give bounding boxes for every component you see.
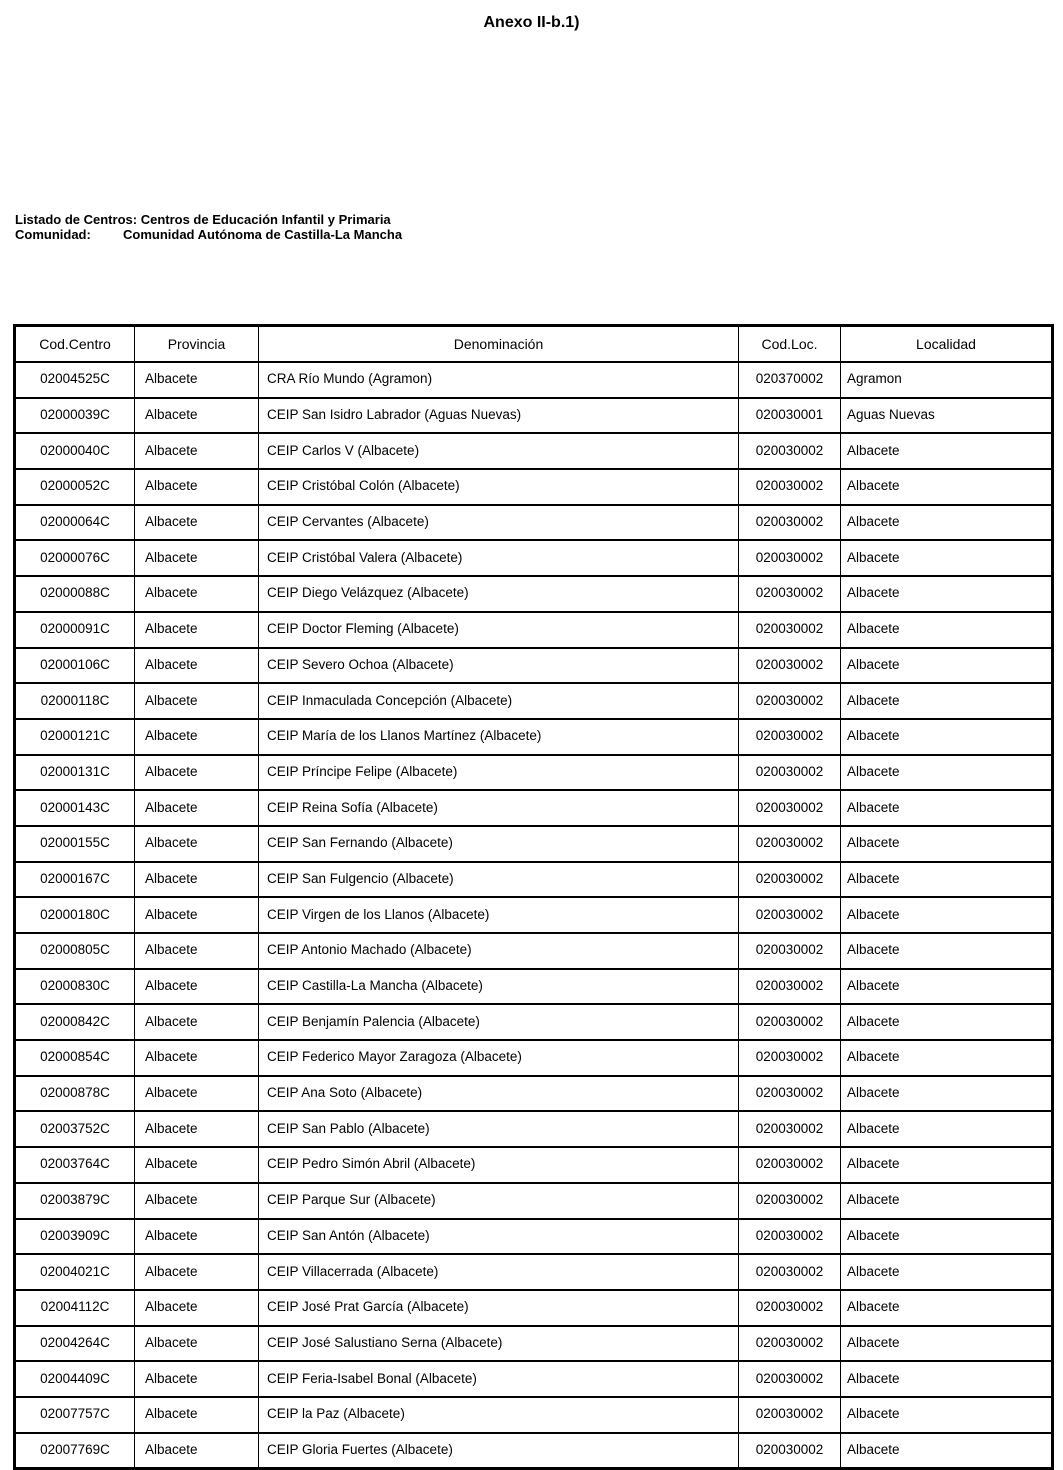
- cell-localidad: Albacete: [841, 612, 1053, 648]
- column-header-cod-centro: Cod.Centro: [15, 326, 135, 363]
- table-row: [15, 1397, 1053, 1433]
- cell-localidad: Albacete: [841, 969, 1053, 1005]
- cell-cod-loc: 020030002: [739, 576, 841, 612]
- cell-localidad: Albacete: [841, 540, 1053, 576]
- cell-denominacion: CEIP María de los Llanos Martínez (Albacete): [259, 719, 739, 755]
- cell-cod-loc: 020030002: [739, 790, 841, 826]
- cell-provincia: Albacete: [135, 897, 259, 933]
- cell-provincia: Albacete: [135, 433, 259, 469]
- cell-cod-centro: 02000131C: [15, 755, 135, 791]
- cell-cod-centro: 02000064C: [15, 505, 135, 541]
- cell-cod-centro: 02003879C: [15, 1183, 135, 1219]
- cell-cod-centro: 02007769C: [15, 1433, 135, 1469]
- cell-cod-loc: 020030002: [739, 1076, 841, 1112]
- cell-localidad: Albacete: [841, 576, 1053, 612]
- meta-listado-value: Centros de Educación Infantil y Primaria: [140, 212, 391, 227]
- cell-cod-loc: 020030002: [739, 1290, 841, 1326]
- cell-localidad: Albacete: [841, 1040, 1053, 1076]
- cell-cod-loc: 020030002: [739, 897, 841, 933]
- cell-cod-loc: 020030002: [739, 933, 841, 969]
- table-row: [15, 398, 1053, 434]
- cell-localidad: Albacete: [841, 790, 1053, 826]
- table-row: [15, 648, 1053, 684]
- table-row: [15, 933, 1053, 969]
- table-row: [15, 576, 1053, 612]
- cell-cod-centro: 02000180C: [15, 897, 135, 933]
- cell-cod-centro: 02004112C: [15, 1290, 135, 1326]
- meta-listado-line: [15, 213, 402, 228]
- cell-provincia: Albacete: [135, 469, 259, 505]
- table-row: [15, 1254, 1053, 1290]
- table-row: [15, 790, 1053, 826]
- table-row: [15, 683, 1053, 719]
- cell-localidad: Albacete: [841, 683, 1053, 719]
- cell-denominacion: CEIP San Fulgencio (Albacete): [259, 862, 739, 898]
- cell-cod-loc: 020030002: [739, 826, 841, 862]
- cell-cod-loc: 020030001: [739, 398, 841, 434]
- table-row: [15, 469, 1053, 505]
- cell-denominacion: CEIP la Paz (Albacete): [259, 1397, 739, 1433]
- cell-cod-loc: 020030002: [739, 1147, 841, 1183]
- cell-localidad: Albacete: [841, 862, 1053, 898]
- cell-denominacion: CEIP Doctor Fleming (Albacete): [259, 612, 739, 648]
- cell-cod-centro: 02000088C: [15, 576, 135, 612]
- cell-denominacion: CEIP Villacerrada (Albacete): [259, 1254, 739, 1290]
- cell-cod-centro: 02004021C: [15, 1254, 135, 1290]
- cell-provincia: Albacete: [135, 612, 259, 648]
- table-row: [15, 969, 1053, 1005]
- cell-localidad: Albacete: [841, 897, 1053, 933]
- cell-provincia: Albacete: [135, 933, 259, 969]
- cell-denominacion: CEIP Feria-Isabel Bonal (Albacete): [259, 1361, 739, 1397]
- cell-denominacion: CEIP Reina Sofía (Albacete): [259, 790, 739, 826]
- cell-localidad: Albacete: [841, 1147, 1053, 1183]
- cell-localidad: Albacete: [841, 469, 1053, 505]
- cell-denominacion: CEIP Pedro Simón Abril (Albacete): [259, 1147, 739, 1183]
- cell-provincia: Albacete: [135, 505, 259, 541]
- cell-cod-centro: 02000106C: [15, 648, 135, 684]
- cell-provincia: Albacete: [135, 1433, 259, 1469]
- cell-provincia: Albacete: [135, 540, 259, 576]
- cell-cod-centro: 02000039C: [15, 398, 135, 434]
- meta-listado-label: Listado de Centros:: [15, 212, 138, 227]
- cell-localidad: Albacete: [841, 1433, 1053, 1469]
- cell-cod-centro: 02004264C: [15, 1326, 135, 1362]
- cell-provincia: Albacete: [135, 683, 259, 719]
- cell-provincia: Albacete: [135, 576, 259, 612]
- cell-denominacion: CEIP Gloria Fuertes (Albacete): [259, 1433, 739, 1469]
- cell-cod-centro: 02000830C: [15, 969, 135, 1005]
- cell-cod-centro: 02000076C: [15, 540, 135, 576]
- centers-table: [13, 324, 1054, 1470]
- cell-cod-loc: 020030002: [739, 433, 841, 469]
- cell-denominacion: CEIP Virgen de los Llanos (Albacete): [259, 897, 739, 933]
- cell-cod-loc: 020030002: [739, 755, 841, 791]
- cell-cod-centro: 02000854C: [15, 1040, 135, 1076]
- meta-comunidad-line: [15, 228, 402, 243]
- cell-provincia: Albacete: [135, 1076, 259, 1112]
- cell-cod-loc: 020030002: [739, 469, 841, 505]
- cell-provincia: Albacete: [135, 1040, 259, 1076]
- cell-cod-loc: 020030002: [739, 505, 841, 541]
- cell-cod-loc: 020030002: [739, 612, 841, 648]
- cell-cod-loc: 020030002: [739, 683, 841, 719]
- cell-provincia: Albacete: [135, 862, 259, 898]
- cell-localidad: Albacete: [841, 1111, 1053, 1147]
- table-row: [15, 1076, 1053, 1112]
- cell-denominacion: CEIP Cristóbal Colón (Albacete): [259, 469, 739, 505]
- cell-localidad: Albacete: [841, 1361, 1053, 1397]
- cell-localidad: Albacete: [841, 648, 1053, 684]
- table-row: [15, 1040, 1053, 1076]
- cell-cod-loc: 020030002: [739, 648, 841, 684]
- cell-cod-loc: 020030002: [739, 1326, 841, 1362]
- table-row: [15, 862, 1053, 898]
- cell-denominacion: CEIP Inmaculada Concepción (Albacete): [259, 683, 739, 719]
- table-row: [15, 505, 1053, 541]
- cell-provincia: Albacete: [135, 969, 259, 1005]
- cell-cod-centro: 02000118C: [15, 683, 135, 719]
- cell-cod-centro: 02000167C: [15, 862, 135, 898]
- cell-cod-loc: 020030002: [739, 1111, 841, 1147]
- table-row: [15, 612, 1053, 648]
- cell-denominacion: CEIP San Isidro Labrador (Aguas Nuevas): [259, 398, 739, 434]
- cell-localidad: Agramon: [841, 362, 1053, 398]
- column-header-denominacion: Denominación: [259, 326, 739, 363]
- report-meta: [15, 213, 402, 242]
- cell-provincia: Albacete: [135, 755, 259, 791]
- cell-provincia: Albacete: [135, 1397, 259, 1433]
- table-row: [15, 1004, 1053, 1040]
- cell-cod-centro: 02000842C: [15, 1004, 135, 1040]
- cell-cod-centro: 02000091C: [15, 612, 135, 648]
- cell-denominacion: CRA Río Mundo (Agramon): [259, 362, 739, 398]
- table-row: [15, 897, 1053, 933]
- table-row: [15, 1361, 1053, 1397]
- cell-localidad: Albacete: [841, 933, 1053, 969]
- cell-denominacion: CEIP José Salustiano Serna (Albacete): [259, 1326, 739, 1362]
- cell-cod-centro: 02000121C: [15, 719, 135, 755]
- cell-cod-loc: 020030002: [739, 969, 841, 1005]
- cell-cod-centro: 02000052C: [15, 469, 135, 505]
- cell-denominacion: CEIP Castilla-La Mancha (Albacete): [259, 969, 739, 1005]
- cell-cod-centro: 02000143C: [15, 790, 135, 826]
- cell-denominacion: CEIP Cervantes (Albacete): [259, 505, 739, 541]
- cell-cod-loc: 020370002: [739, 362, 841, 398]
- cell-cod-centro: 02003764C: [15, 1147, 135, 1183]
- cell-provincia: Albacete: [135, 1290, 259, 1326]
- cell-localidad: Albacete: [841, 505, 1053, 541]
- cell-cod-centro: 02004525C: [15, 362, 135, 398]
- cell-denominacion: CEIP San Antón (Albacete): [259, 1219, 739, 1255]
- cell-cod-centro: 02003909C: [15, 1219, 135, 1255]
- cell-cod-loc: 020030002: [739, 1183, 841, 1219]
- cell-provincia: Albacete: [135, 1111, 259, 1147]
- cell-cod-loc: 020030002: [739, 1040, 841, 1076]
- cell-denominacion: CEIP Diego Velázquez (Albacete): [259, 576, 739, 612]
- cell-cod-centro: 02004409C: [15, 1361, 135, 1397]
- cell-provincia: Albacete: [135, 362, 259, 398]
- table-row: [15, 1433, 1053, 1469]
- cell-cod-loc: 020030002: [739, 1433, 841, 1469]
- cell-denominacion: CEIP Príncipe Felipe (Albacete): [259, 755, 739, 791]
- cell-cod-centro: 02000040C: [15, 433, 135, 469]
- cell-cod-loc: 020030002: [739, 1361, 841, 1397]
- table-body: [15, 362, 1053, 1469]
- table-row: [15, 1147, 1053, 1183]
- cell-provincia: Albacete: [135, 790, 259, 826]
- cell-localidad: Albacete: [841, 1004, 1053, 1040]
- table-row: [15, 719, 1053, 755]
- cell-cod-loc: 020030002: [739, 1219, 841, 1255]
- cell-localidad: Albacete: [841, 1076, 1053, 1112]
- cell-localidad: Aguas Nuevas: [841, 398, 1053, 434]
- table-row: [15, 433, 1053, 469]
- cell-localidad: Albacete: [841, 433, 1053, 469]
- cell-cod-loc: 020030002: [739, 540, 841, 576]
- cell-localidad: Albacete: [841, 1183, 1053, 1219]
- cell-denominacion: CEIP Severo Ochoa (Albacete): [259, 648, 739, 684]
- cell-provincia: Albacete: [135, 1361, 259, 1397]
- cell-denominacion: CEIP Federico Mayor Zaragoza (Albacete): [259, 1040, 739, 1076]
- cell-denominacion: CEIP José Prat García (Albacete): [259, 1290, 739, 1326]
- cell-cod-centro: 02000878C: [15, 1076, 135, 1112]
- cell-localidad: Albacete: [841, 1397, 1053, 1433]
- table-row: [15, 1219, 1053, 1255]
- table-row: [15, 1183, 1053, 1219]
- cell-denominacion: CEIP San Pablo (Albacete): [259, 1111, 739, 1147]
- table-row: [15, 1290, 1053, 1326]
- table-row: [15, 362, 1053, 398]
- table-row: [15, 1326, 1053, 1362]
- cell-localidad: Albacete: [841, 755, 1053, 791]
- cell-cod-centro: 02007757C: [15, 1397, 135, 1433]
- cell-provincia: Albacete: [135, 826, 259, 862]
- cell-cod-loc: 020030002: [739, 719, 841, 755]
- cell-cod-loc: 020030002: [739, 862, 841, 898]
- meta-comunidad-label: Comunidad:: [15, 226, 91, 242]
- table-row: [15, 826, 1053, 862]
- cell-cod-loc: 020030002: [739, 1397, 841, 1433]
- cell-localidad: Albacete: [841, 1326, 1053, 1362]
- page-title: Anexo II-b.1): [483, 14, 580, 31]
- cell-denominacion: CEIP Cristóbal Valera (Albacete): [259, 540, 739, 576]
- cell-denominacion: CEIP San Fernando (Albacete): [259, 826, 739, 862]
- cell-provincia: Albacete: [135, 1219, 259, 1255]
- cell-denominacion: CEIP Ana Soto (Albacete): [259, 1076, 739, 1112]
- cell-localidad: Albacete: [841, 719, 1053, 755]
- cell-localidad: Albacete: [841, 1254, 1053, 1290]
- cell-provincia: Albacete: [135, 1254, 259, 1290]
- column-header-localidad: Localidad: [841, 326, 1053, 363]
- cell-cod-centro: 02003752C: [15, 1111, 135, 1147]
- cell-localidad: Albacete: [841, 826, 1053, 862]
- header-row: [15, 326, 1053, 363]
- table-row: [15, 540, 1053, 576]
- column-header-cod-loc: Cod.Loc.: [739, 326, 841, 363]
- cell-cod-centro: 02000805C: [15, 933, 135, 969]
- cell-denominacion: CEIP Antonio Machado (Albacete): [259, 933, 739, 969]
- cell-localidad: Albacete: [841, 1219, 1053, 1255]
- cell-provincia: Albacete: [135, 398, 259, 434]
- cell-cod-loc: 020030002: [739, 1004, 841, 1040]
- cell-cod-loc: 020030002: [739, 1254, 841, 1290]
- cell-denominacion: CEIP Carlos V (Albacete): [259, 433, 739, 469]
- cell-provincia: Albacete: [135, 1183, 259, 1219]
- cell-localidad: Albacete: [841, 1290, 1053, 1326]
- cell-provincia: Albacete: [135, 719, 259, 755]
- cell-denominacion: CEIP Benjamín Palencia (Albacete): [259, 1004, 739, 1040]
- cell-provincia: Albacete: [135, 648, 259, 684]
- cell-provincia: Albacete: [135, 1147, 259, 1183]
- column-header-provincia: Provincia: [135, 326, 259, 363]
- cell-cod-centro: 02000155C: [15, 826, 135, 862]
- table-row: [15, 1111, 1053, 1147]
- meta-comunidad-value: Comunidad Autónoma de Castilla-La Mancha: [123, 226, 403, 242]
- cell-provincia: Albacete: [135, 1326, 259, 1362]
- table-row: [15, 755, 1053, 791]
- cell-provincia: Albacete: [135, 1004, 259, 1040]
- cell-denominacion: CEIP Parque Sur (Albacete): [259, 1183, 739, 1219]
- table-header: [15, 326, 1053, 363]
